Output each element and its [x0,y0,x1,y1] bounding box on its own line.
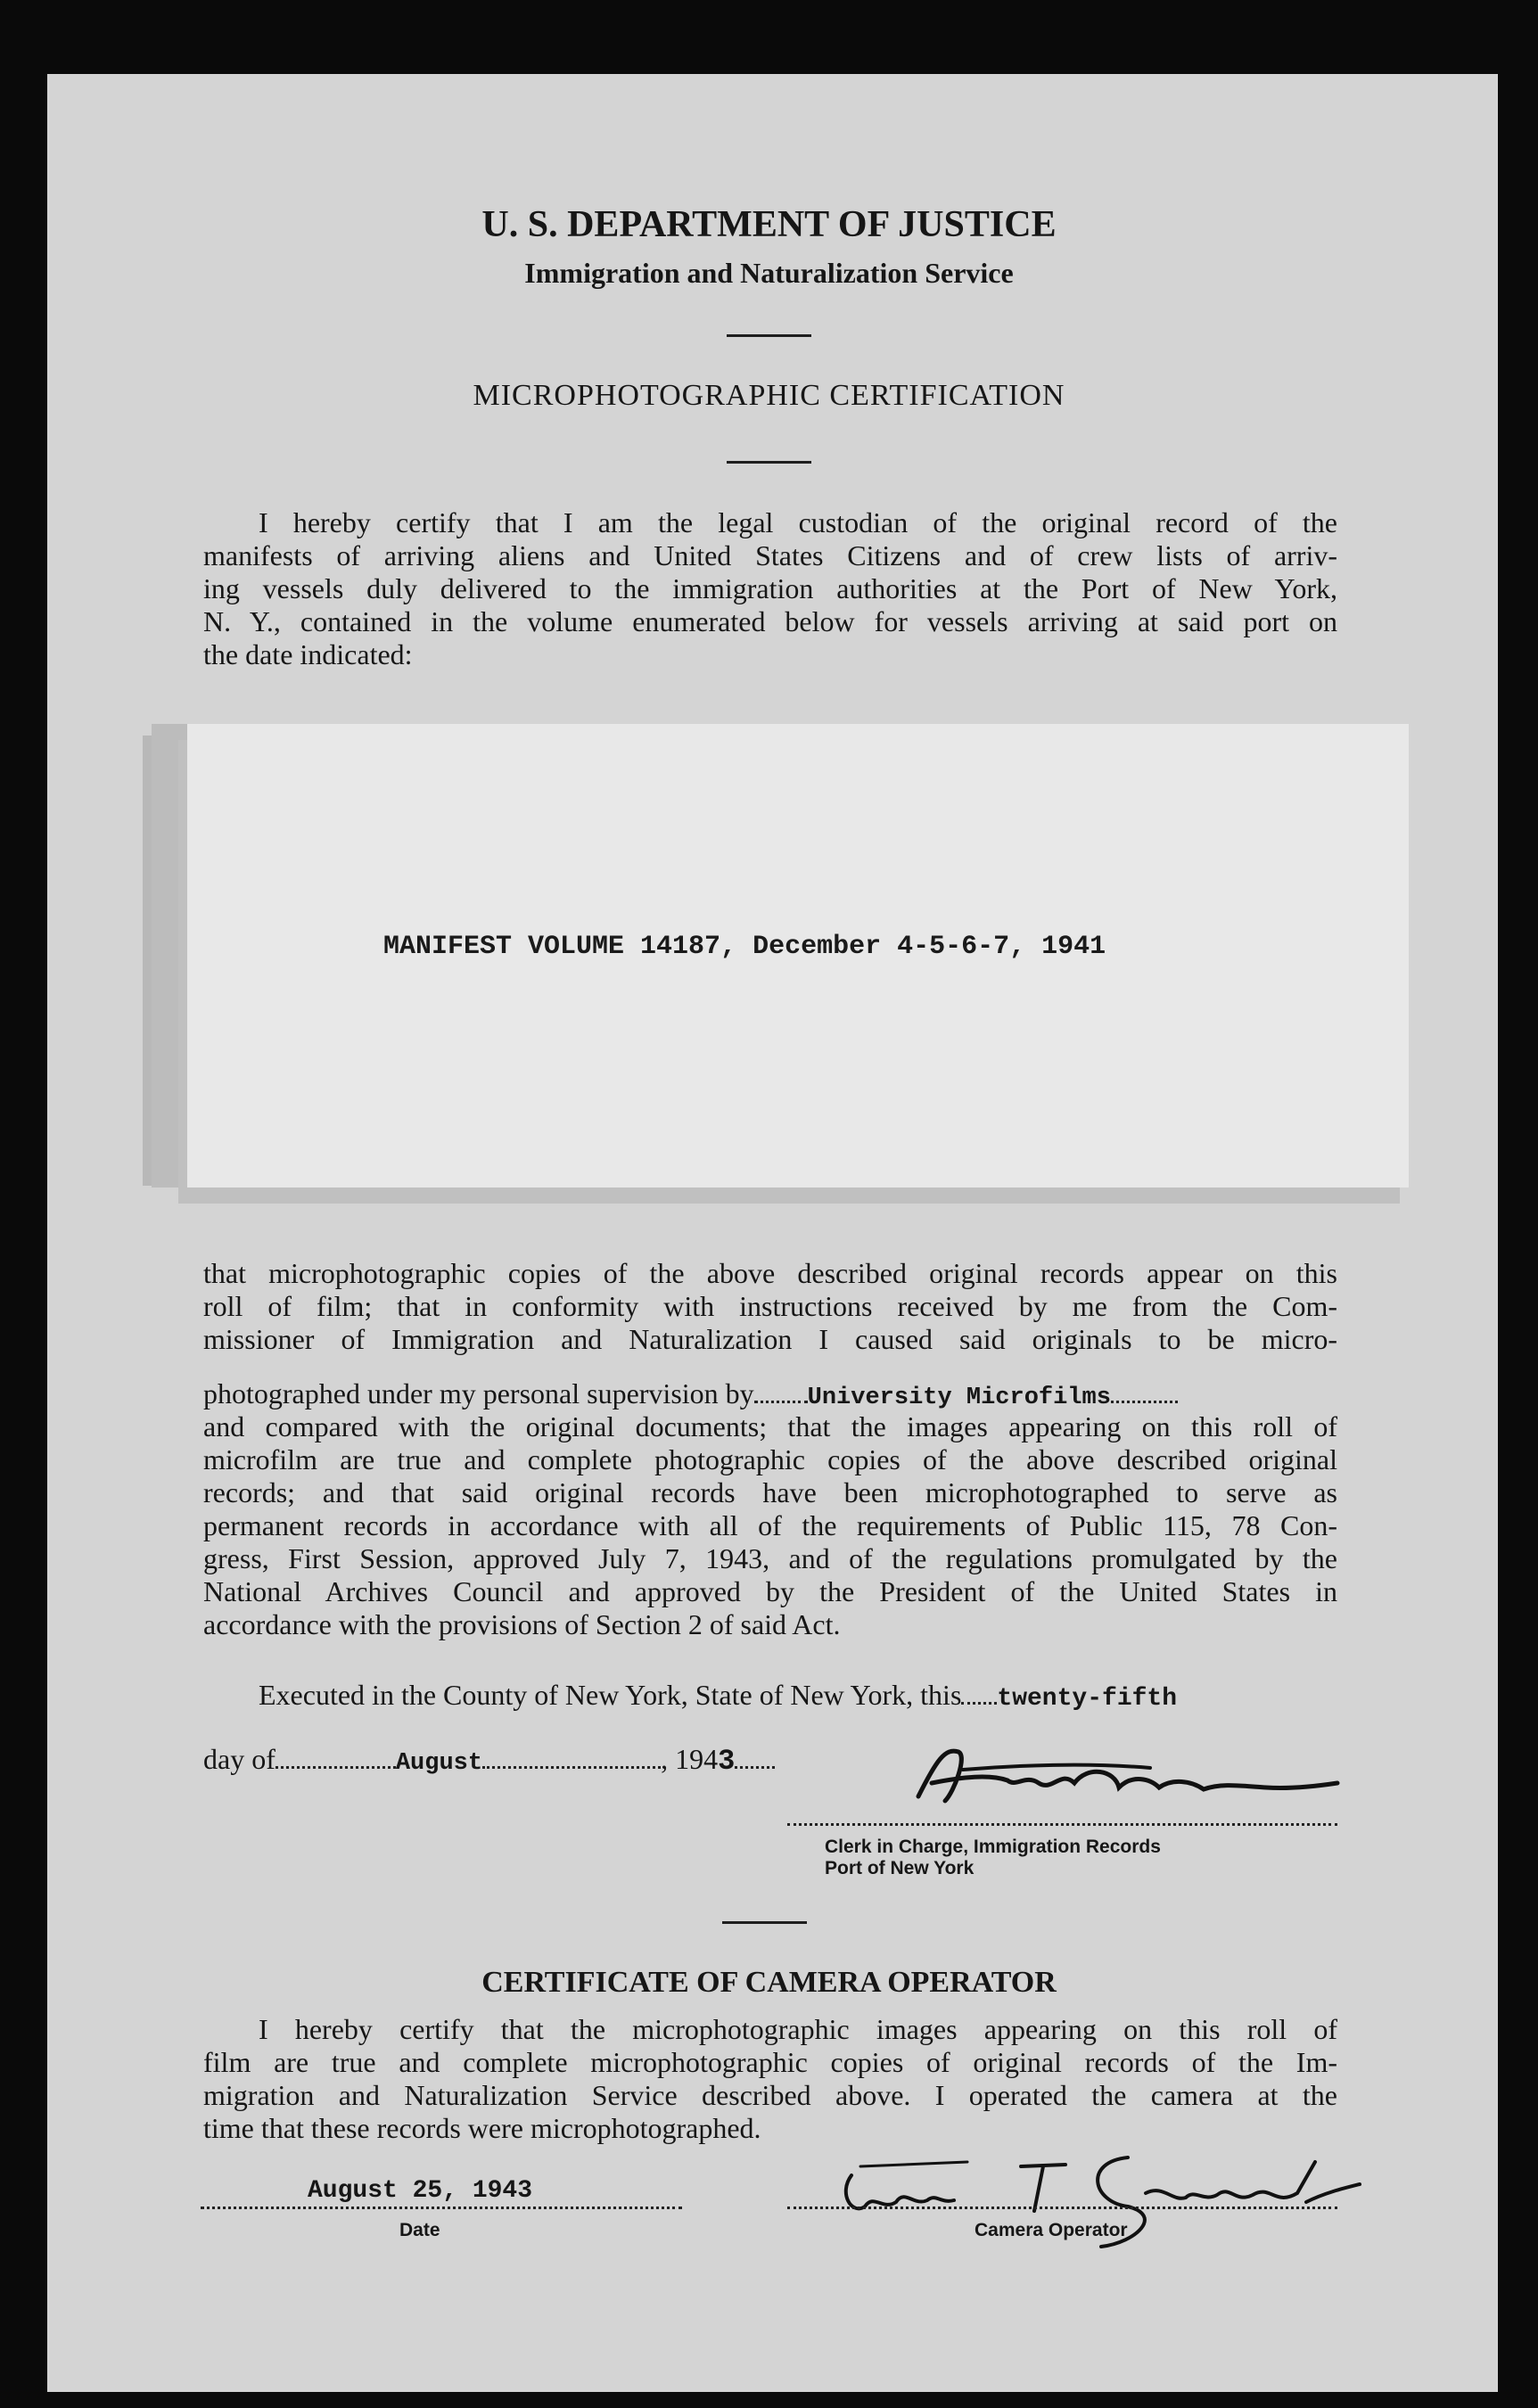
camera-certificate-title: CERTIFICATE OF CAMERA OPERATOR [481,1966,1057,1999]
text-line: that microphotographic copies of the above described original records appear on this [203,1257,1337,1289]
camera-paragraph [203,2013,1337,2145]
text-line: ing vessels duly delivered to the immigration authorities at the Port of New York, [203,572,1337,604]
year-label: , 194 [661,1743,719,1775]
clerk-signature-line [787,1823,1337,1826]
department-heading: U. S. DEPARTMENT OF JUSTICE [481,204,1057,245]
executed-line [259,1679,1393,1715]
intro-paragraph [203,506,1337,671]
text-line: manifests of arriving aliens and United States Citizens and of crew lists of arriv- [203,539,1337,571]
text-line: time that these records were microphotographed. [203,2112,761,2144]
text-line: and compared with the original documents; that the images appearing on this roll of [203,1410,1337,1442]
divider [727,334,811,337]
executed-day-value: twenty-fifth [997,1685,1178,1713]
divider [727,461,811,464]
divider [722,1921,807,1924]
camera-date-line [201,2207,682,2209]
supervision-label: photographed under my personal supervision by [203,1377,754,1409]
month-value: August [395,1750,483,1777]
text-line: film are true and complete microphotographic copies of original records of the Im- [203,2046,1337,2078]
day-of-label: day of [203,1743,276,1775]
text-line: the date indicated: [203,638,413,670]
compliance-paragraph [203,1410,1337,1641]
clerk-signature [883,1743,1346,1814]
clerk-title-line: Clerk in Charge, Immigration Records [825,1837,1161,1857]
text-line: missioner of Immigration and Naturalization I caused said originals to be micro- [203,1323,1337,1355]
year-digit-value: 3 [718,1745,736,1778]
text-line: accordance with the provisions of Section 2 of said Act. [203,1608,841,1640]
camera-date-value: August 25, 1943 [308,2177,533,2205]
text-line: permanent records in accordance with all of the requirements of Public 115, 78 Con- [203,1509,1337,1541]
text-line: microfilm are true and complete photographic copies of the above described original [203,1443,1337,1475]
text-line: N. Y., contained in the volume enumerated below for vessels arriving at said port on [203,605,1337,637]
text-line: roll of film; that in conformity with instructions received by me from the Com- [203,1290,1337,1322]
clerk-port-line: Port of New York [825,1858,975,1878]
pasted-slip-shadow [143,736,178,1186]
supervision-value: University Microfilms [807,1385,1111,1411]
text-line: I hereby certify that the microphotographic images appearing on this roll of [259,2013,1337,2045]
clerk-signature-svg [883,1743,1346,1814]
text-line: records; and that said original records have been microphotographed to serve as [203,1476,1337,1508]
camera-date-label: Date [399,2220,440,2240]
text-line: National Archives Council and approved by the President of the United States in [203,1575,1337,1607]
text-line: migration and Naturalization Service described above. I operated the camera at the [203,2079,1337,2111]
supervision-line [203,1377,1337,1415]
executed-label: Executed in the County of New York, State of New York, this [259,1679,962,1711]
operator-signature-line [787,2207,1337,2209]
text-line: gress, First Session, approved July 7, 1943, and of the regulations promulgated by the [203,1542,1337,1574]
certification-title: MICROPHOTOGRAPHIC CERTIFICATION [473,379,1065,412]
text-line: I hereby certify that I am the legal custodian of the original record of the [259,506,1337,538]
clerk-title [825,1837,1161,1879]
operator-label: Camera Operator [975,2220,1128,2240]
manifest-volume-text: MANIFEST VOLUME 14187, December 4-5-6-7, 1941 [383,932,1106,962]
records-paragraph [203,1257,1337,1356]
service-subheading: Immigration and Naturalization Service [524,257,1014,289]
